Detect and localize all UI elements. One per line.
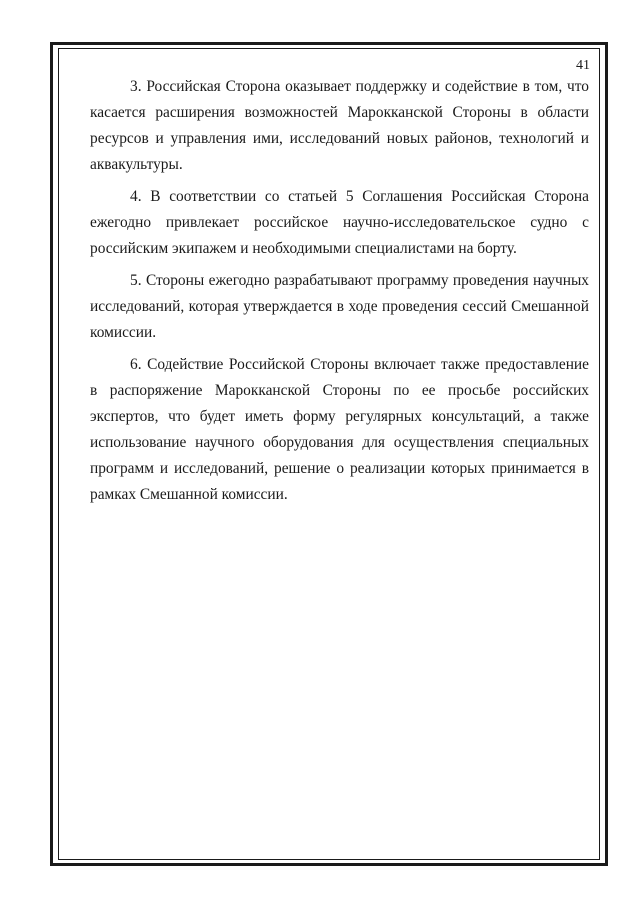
paragraph-4: 4. В соответствии со статьей 5 Соглашения Российская Сторона ежегодно привлекает российское научно-исследовательское судно с российским экипажем и необходимыми специалистами на борту.: [90, 188, 589, 257]
paragraph-5: 5. Стороны ежегодно разрабатывают программу проведения научных исследований, которая утверждается в ходе проведения сессий Смешанной комиссии.: [90, 272, 589, 341]
paragraph-6: 6. Содействие Российской Стороны включает также предоставление в распоряжение Марокканской Стороны по ее просьбе российских экспертов, что будет иметь форму регулярных консультаций, а также использование научного оборудования для осуществления специальных программ и исследований, решение о реализации которых принимается в рамках Смешанной комиссии.: [90, 356, 589, 503]
document-body: [90, 74, 589, 514]
paragraph-3: 3. Российская Сторона оказывает поддержку и содействие в том, что касается расширения возможностей Марокканской Стороны в области ресурсов и управления ими, исследований новых районов, технологий и аквакультуры.: [90, 78, 589, 173]
page-number: 41: [576, 58, 590, 73]
